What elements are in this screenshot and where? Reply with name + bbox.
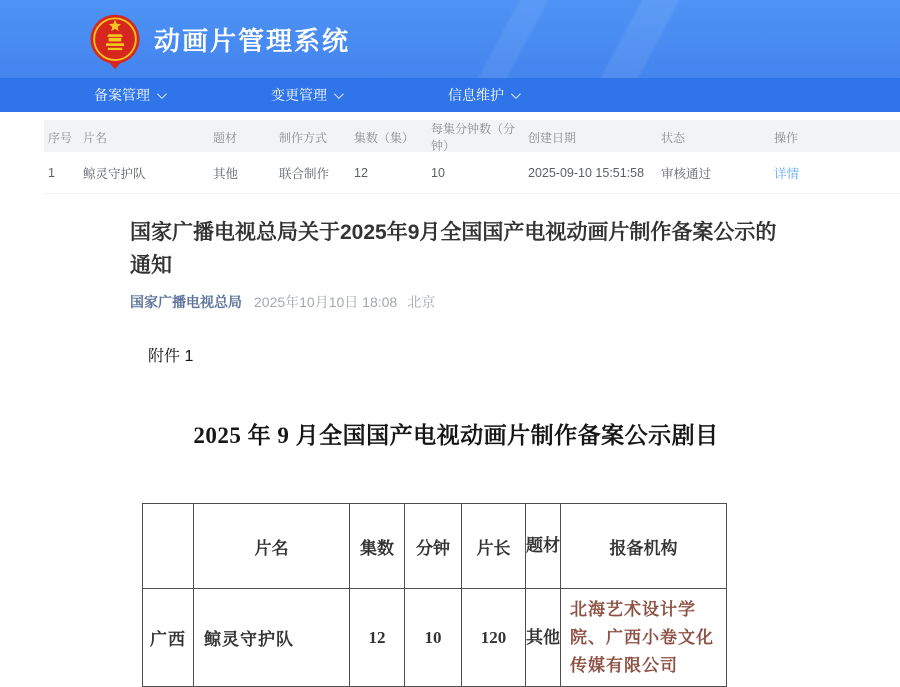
col-header-minutes: 每集分钟数（分钟） [431,122,516,153]
chevron-down-icon [334,89,344,99]
cell-created: 2025-09-10 15:51:58 [528,165,645,180]
article [130,217,782,687]
doc-col-minutes: 分钟 [405,504,462,589]
doc-cell-genre: 其他 [526,589,561,687]
col-header-title: 片名 [83,130,108,145]
chevron-down-icon [157,89,167,99]
doc-cell-org: 北海艺术设计学院、广西小卷文化传媒有限公司 [561,589,727,687]
document-table-header [143,504,727,589]
doc-col-length: 片长 [462,504,526,589]
nav-item-label: 变更管理 [271,87,327,103]
nav-item-label: 备案管理 [94,87,150,103]
nav-item-record-management[interactable] [94,85,271,105]
detail-link[interactable]: 详情 [774,166,800,181]
cell-minutes: 10 [431,165,445,180]
doc-cell-region: 广西 [143,589,194,687]
table-row [44,152,900,194]
doc-col-episodes: 集数 [350,504,405,589]
doc-cell-title: 鲸灵守护队 [194,589,350,687]
col-header-status: 状态 [661,130,686,145]
cell-genre: 其他 [213,166,239,181]
article-source-link[interactable]: 国家广播电视总局 [130,294,242,311]
national-emblem-icon [86,9,144,73]
article-title: 国家广播电视总局关于2025年9月全国国产电视动画片制作备案公示的通知 [130,221,777,277]
cell-seq: 1 [48,165,55,180]
article-location: 北京 [407,294,436,311]
doc-cell-minutes: 10 [405,589,462,687]
records-table-header [44,120,900,152]
col-header-genre: 题材 [213,130,238,145]
nav-item-change-management[interactable] [271,85,448,105]
doc-col-genre: 题材 [526,504,561,589]
doc-col-title: 片名 [194,504,350,589]
cell-status: 审核通过 [661,166,712,181]
article-datetime: 2025年10月10日 18:08 [254,294,398,311]
col-header-created: 创建日期 [528,130,577,145]
doc-col-region [143,504,194,589]
col-header-method: 制作方式 [279,130,328,145]
doc-cell-length: 120 [462,589,526,687]
document-title: 2025 年 9 月全国国产电视动画片制作备案公示剧目 [193,423,719,449]
byline [130,292,782,312]
cell-episodes: 12 [354,165,368,180]
attachment-label: 附件 1 [148,348,194,366]
app-header [0,0,900,78]
app-title: 动画片管理系统 [154,25,351,56]
col-header-episodes: 集数（集） [354,130,415,145]
document-table [142,503,727,687]
col-header-seq: 序号 [48,130,73,145]
col-header-action: 操作 [774,130,799,145]
document-table-row [143,589,727,687]
chevron-down-icon [511,89,521,99]
nav-item-label: 信息维护 [448,87,504,103]
cell-method: 联合制作 [279,166,330,181]
doc-cell-episodes: 12 [350,589,405,687]
doc-col-org: 报备机构 [561,504,727,589]
nav-item-info-maintenance[interactable] [448,85,625,105]
cell-title: 鲸灵守护队 [83,166,146,181]
main-nav [0,78,900,112]
records-table [44,120,900,194]
